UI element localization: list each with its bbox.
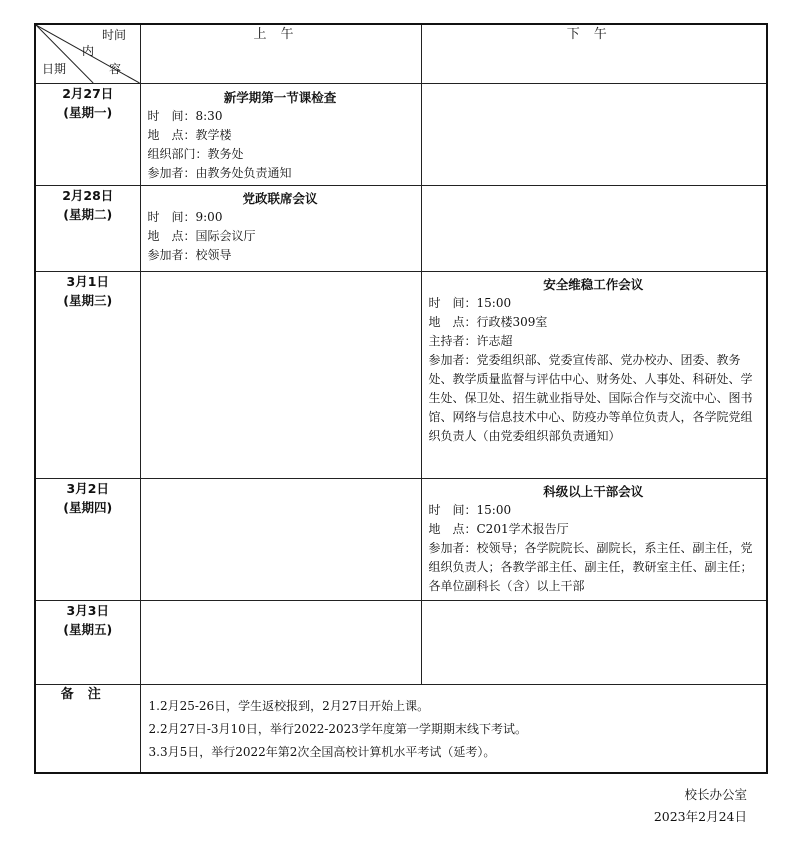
morning-cell xyxy=(140,186,421,272)
event-title: 党政联席会议 xyxy=(242,191,318,206)
date-cell xyxy=(35,186,140,272)
afternoon-cell xyxy=(421,84,767,186)
date-cell xyxy=(35,272,140,479)
signature-date: 2023年2月24日 xyxy=(653,809,747,824)
diag-date-label: 日期 xyxy=(42,62,67,76)
event-title: 科级以上干部会议 xyxy=(543,484,644,499)
event-attendees: 参加者：党委组织部、党委宣传部、党办校办、团委、教务处、教学质量监督与评估中心、财务处、人事处、科研处、学生处、保卫处、招生就业指导处、国际合作与交流中心、图书馆、网络与信息技术中心、防疫办等单位负责人，各学院党组织负责人（由党委组织部负责通知） xyxy=(428,353,753,443)
note-item: 1.2月25-26日，学生返校报到，2月27日开始上课。 xyxy=(148,699,430,713)
afternoon-cell xyxy=(421,272,767,479)
schedule-row xyxy=(35,186,767,272)
notes-cell xyxy=(140,685,767,774)
date-label: 3月2日 xyxy=(66,481,109,496)
date-cell xyxy=(35,479,140,601)
afternoon-cell xyxy=(421,601,767,685)
notes-label: 备注 xyxy=(35,685,140,774)
event-organizer: 组织部门：教务处 xyxy=(147,147,244,161)
event-title: 安全维稳工作会议 xyxy=(543,277,644,292)
notes-row xyxy=(35,685,767,774)
morning-cell xyxy=(140,479,421,601)
event-attendees: 参加者：校领导；各学院院长、副院长，系主任、副主任，党组织负责人；各教学部主任、副主任，教研室主任、副主任；各单位副科长（含）以上干部 xyxy=(428,541,753,593)
schedule-row xyxy=(35,272,767,479)
header-row xyxy=(35,24,767,84)
weekday-label: (星期三) xyxy=(63,293,113,308)
event-time: 时 间：9:00 xyxy=(147,210,223,224)
date-label: 3月3日 xyxy=(66,603,109,618)
event-place: 地 点：国际会议厅 xyxy=(147,229,256,243)
schedule-row xyxy=(35,479,767,601)
note-item: 2.2月27日-3月10日，举行2022-2023学年度第一学期期末线下考试。 xyxy=(148,722,527,736)
date-cell xyxy=(35,84,140,186)
morning-header: 上午 xyxy=(140,24,421,84)
event-place: 地 点：C201学术报告厅 xyxy=(428,522,569,536)
weekday-label: (星期一) xyxy=(63,105,113,120)
event-attendees: 参加者：由教务处负责通知 xyxy=(147,166,292,180)
afternoon-cell xyxy=(421,479,767,601)
date-label: 2月28日 xyxy=(62,188,114,203)
date-label: 3月1日 xyxy=(66,274,109,289)
event-time: 时 间：15:00 xyxy=(428,296,512,310)
diag-content-bottom-label: 容 xyxy=(109,62,122,76)
date-label: 2月27日 xyxy=(62,86,114,101)
event-place: 地 点：行政楼309室 xyxy=(428,315,548,329)
event-place: 地 点：教学楼 xyxy=(147,128,232,142)
weekday-label: (星期四) xyxy=(63,500,113,515)
signature-office: 校长办公室 xyxy=(684,787,747,802)
diagonal-header-cell xyxy=(35,24,140,84)
weekday-label: (星期二) xyxy=(63,207,113,222)
schedule-row xyxy=(35,601,767,685)
event-title: 新学期第一节课检查 xyxy=(223,90,337,105)
note-item: 3.3月5日，举行2022年第2次全国高校计算机水平考试（延考）。 xyxy=(148,745,496,759)
weekly-schedule-table xyxy=(34,23,768,774)
event-attendees: 参加者：校领导 xyxy=(147,248,232,262)
weekday-label: (星期五) xyxy=(63,622,113,637)
event-time: 时 间：8:30 xyxy=(147,109,223,123)
date-cell xyxy=(35,601,140,685)
afternoon-header: 下午 xyxy=(421,24,767,84)
schedule-row xyxy=(35,84,767,186)
morning-cell xyxy=(140,601,421,685)
diag-time-label: 时间 xyxy=(102,28,127,42)
morning-cell xyxy=(140,272,421,479)
diag-content-top-label: 内 xyxy=(82,44,95,58)
afternoon-cell xyxy=(421,186,767,272)
morning-cell xyxy=(140,84,421,186)
event-time: 时 间：15:00 xyxy=(428,503,512,517)
event-host: 主持者：许志超 xyxy=(428,334,513,348)
